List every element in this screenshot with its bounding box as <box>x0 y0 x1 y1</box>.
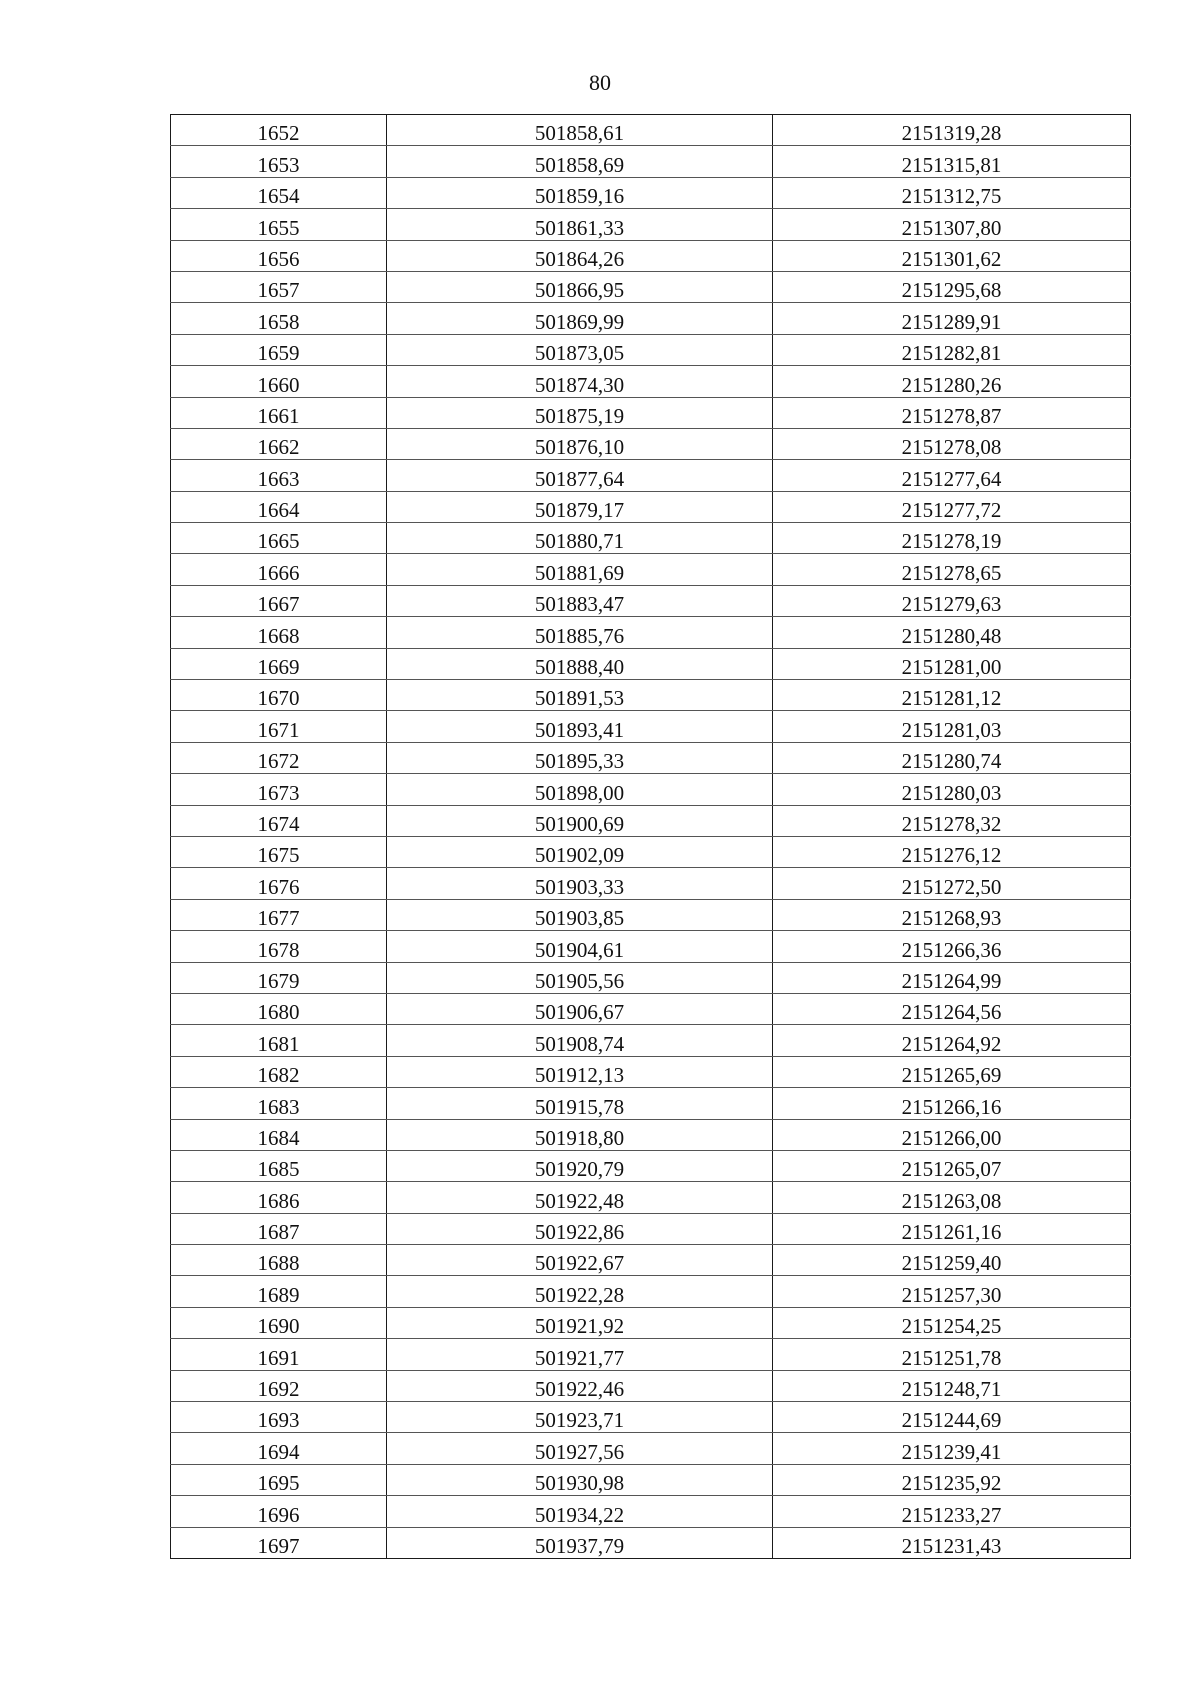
table-row <box>171 711 1131 742</box>
y-coordinate-cell: 2151276,12 <box>773 836 1131 867</box>
y-coordinate-cell: 2151244,69 <box>773 1402 1131 1433</box>
x-coordinate-cell: 501906,67 <box>387 993 773 1024</box>
x-coordinate-cell: 501934,22 <box>387 1496 773 1527</box>
x-coordinate-cell: 501879,17 <box>387 491 773 522</box>
x-coordinate-cell: 501885,76 <box>387 617 773 648</box>
point-number-cell: 1695 <box>171 1464 387 1495</box>
y-coordinate-cell: 2151278,32 <box>773 805 1131 836</box>
y-coordinate-cell: 2151235,92 <box>773 1464 1131 1495</box>
point-number-cell: 1675 <box>171 836 387 867</box>
y-coordinate-cell: 2151279,63 <box>773 585 1131 616</box>
point-number-cell: 1685 <box>171 1150 387 1181</box>
table-row <box>171 1464 1131 1495</box>
x-coordinate-cell: 501903,85 <box>387 899 773 930</box>
x-coordinate-cell: 501881,69 <box>387 554 773 585</box>
x-coordinate-cell: 501877,64 <box>387 460 773 491</box>
y-coordinate-cell: 2151301,62 <box>773 240 1131 271</box>
y-coordinate-cell: 2151266,16 <box>773 1088 1131 1119</box>
x-coordinate-cell: 501904,61 <box>387 931 773 962</box>
table-row <box>171 523 1131 554</box>
table-row <box>171 993 1131 1024</box>
y-coordinate-cell: 2151266,36 <box>773 931 1131 962</box>
point-number-cell: 1655 <box>171 209 387 240</box>
x-coordinate-cell: 501922,67 <box>387 1245 773 1276</box>
table-row <box>171 617 1131 648</box>
x-coordinate-cell: 501893,41 <box>387 711 773 742</box>
x-coordinate-cell: 501880,71 <box>387 523 773 554</box>
point-number-cell: 1681 <box>171 1025 387 1056</box>
point-number-cell: 1694 <box>171 1433 387 1464</box>
point-number-cell: 1697 <box>171 1527 387 1558</box>
point-number-cell: 1679 <box>171 962 387 993</box>
table-row <box>171 397 1131 428</box>
table-row <box>171 240 1131 271</box>
y-coordinate-cell: 2151280,74 <box>773 742 1131 773</box>
x-coordinate-cell: 501902,09 <box>387 836 773 867</box>
y-coordinate-cell: 2151266,00 <box>773 1119 1131 1150</box>
table-row <box>171 366 1131 397</box>
table-row <box>171 1339 1131 1370</box>
table-row <box>171 1496 1131 1527</box>
x-coordinate-cell: 501915,78 <box>387 1088 773 1119</box>
y-coordinate-cell: 2151295,68 <box>773 271 1131 302</box>
point-number-cell: 1659 <box>171 334 387 365</box>
table-row <box>171 1056 1131 1087</box>
x-coordinate-cell: 501869,99 <box>387 303 773 334</box>
table-row <box>171 1402 1131 1433</box>
point-number-cell: 1696 <box>171 1496 387 1527</box>
y-coordinate-cell: 2151265,69 <box>773 1056 1131 1087</box>
table-row <box>171 1088 1131 1119</box>
x-coordinate-cell: 501912,13 <box>387 1056 773 1087</box>
table-row <box>171 1527 1131 1558</box>
point-number-cell: 1687 <box>171 1213 387 1244</box>
table-row <box>171 303 1131 334</box>
y-coordinate-cell: 2151277,64 <box>773 460 1131 491</box>
point-number-cell: 1660 <box>171 366 387 397</box>
y-coordinate-cell: 2151319,28 <box>773 115 1131 146</box>
point-number-cell: 1666 <box>171 554 387 585</box>
y-coordinate-cell: 2151268,93 <box>773 899 1131 930</box>
coordinates-table-body <box>171 115 1131 1559</box>
point-number-cell: 1664 <box>171 491 387 522</box>
y-coordinate-cell: 2151264,99 <box>773 962 1131 993</box>
table-row <box>171 1245 1131 1276</box>
x-coordinate-cell: 501888,40 <box>387 648 773 679</box>
y-coordinate-cell: 2151239,41 <box>773 1433 1131 1464</box>
point-number-cell: 1653 <box>171 146 387 177</box>
table-row <box>171 1119 1131 1150</box>
y-coordinate-cell: 2151248,71 <box>773 1370 1131 1401</box>
x-coordinate-cell: 501923,71 <box>387 1402 773 1433</box>
y-coordinate-cell: 2151257,30 <box>773 1276 1131 1307</box>
y-coordinate-cell: 2151281,00 <box>773 648 1131 679</box>
x-coordinate-cell: 501898,00 <box>387 774 773 805</box>
point-number-cell: 1688 <box>171 1245 387 1276</box>
y-coordinate-cell: 2151251,78 <box>773 1339 1131 1370</box>
table-row <box>171 585 1131 616</box>
point-number-cell: 1689 <box>171 1276 387 1307</box>
table-row <box>171 899 1131 930</box>
x-coordinate-cell: 501921,77 <box>387 1339 773 1370</box>
point-number-cell: 1654 <box>171 177 387 208</box>
table-row <box>171 1370 1131 1401</box>
x-coordinate-cell: 501900,69 <box>387 805 773 836</box>
y-coordinate-cell: 2151259,40 <box>773 1245 1131 1276</box>
point-number-cell: 1673 <box>171 774 387 805</box>
point-number-cell: 1665 <box>171 523 387 554</box>
table-row <box>171 1182 1131 1213</box>
table-row <box>171 836 1131 867</box>
table-row <box>171 1433 1131 1464</box>
point-number-cell: 1661 <box>171 397 387 428</box>
x-coordinate-cell: 501864,26 <box>387 240 773 271</box>
y-coordinate-cell: 2151280,48 <box>773 617 1131 648</box>
x-coordinate-cell: 501922,28 <box>387 1276 773 1307</box>
point-number-cell: 1670 <box>171 680 387 711</box>
y-coordinate-cell: 2151289,91 <box>773 303 1131 334</box>
x-coordinate-cell: 501874,30 <box>387 366 773 397</box>
point-number-cell: 1682 <box>171 1056 387 1087</box>
y-coordinate-cell: 2151315,81 <box>773 146 1131 177</box>
table-row <box>171 460 1131 491</box>
y-coordinate-cell: 2151281,12 <box>773 680 1131 711</box>
x-coordinate-cell: 501883,47 <box>387 585 773 616</box>
x-coordinate-cell: 501908,74 <box>387 1025 773 1056</box>
x-coordinate-cell: 501930,98 <box>387 1464 773 1495</box>
page-number: 80 <box>589 70 611 95</box>
x-coordinate-cell: 501866,95 <box>387 271 773 302</box>
table-row <box>171 177 1131 208</box>
point-number-cell: 1671 <box>171 711 387 742</box>
y-coordinate-cell: 2151272,50 <box>773 868 1131 899</box>
x-coordinate-cell: 501922,86 <box>387 1213 773 1244</box>
point-number-cell: 1656 <box>171 240 387 271</box>
x-coordinate-cell: 501859,16 <box>387 177 773 208</box>
table-row <box>171 209 1131 240</box>
y-coordinate-cell: 2151281,03 <box>773 711 1131 742</box>
point-number-cell: 1693 <box>171 1402 387 1433</box>
table-row <box>171 554 1131 585</box>
x-coordinate-cell: 501903,33 <box>387 868 773 899</box>
y-coordinate-cell: 2151265,07 <box>773 1150 1131 1181</box>
table-row <box>171 774 1131 805</box>
point-number-cell: 1690 <box>171 1307 387 1338</box>
x-coordinate-cell: 501858,69 <box>387 146 773 177</box>
point-number-cell: 1678 <box>171 931 387 962</box>
y-coordinate-cell: 2151280,26 <box>773 366 1131 397</box>
table-row <box>171 115 1131 146</box>
y-coordinate-cell: 2151261,16 <box>773 1213 1131 1244</box>
x-coordinate-cell: 501922,48 <box>387 1182 773 1213</box>
y-coordinate-cell: 2151278,08 <box>773 428 1131 459</box>
table-row <box>171 931 1131 962</box>
y-coordinate-cell: 2151312,75 <box>773 177 1131 208</box>
point-number-cell: 1684 <box>171 1119 387 1150</box>
x-coordinate-cell: 501918,80 <box>387 1119 773 1150</box>
table-row <box>171 805 1131 836</box>
y-coordinate-cell: 2151280,03 <box>773 774 1131 805</box>
point-number-cell: 1677 <box>171 899 387 930</box>
point-number-cell: 1686 <box>171 1182 387 1213</box>
y-coordinate-cell: 2151263,08 <box>773 1182 1131 1213</box>
table-row <box>171 1213 1131 1244</box>
point-number-cell: 1669 <box>171 648 387 679</box>
point-number-cell: 1662 <box>171 428 387 459</box>
table-row <box>171 1150 1131 1181</box>
x-coordinate-cell: 501875,19 <box>387 397 773 428</box>
y-coordinate-cell: 2151282,81 <box>773 334 1131 365</box>
x-coordinate-cell: 501905,56 <box>387 962 773 993</box>
x-coordinate-cell: 501920,79 <box>387 1150 773 1181</box>
y-coordinate-cell: 2151264,92 <box>773 1025 1131 1056</box>
table-row <box>171 1025 1131 1056</box>
y-coordinate-cell: 2151231,43 <box>773 1527 1131 1558</box>
point-number-cell: 1668 <box>171 617 387 648</box>
table-row <box>171 742 1131 773</box>
point-number-cell: 1672 <box>171 742 387 773</box>
x-coordinate-cell: 501858,61 <box>387 115 773 146</box>
x-coordinate-cell: 501861,33 <box>387 209 773 240</box>
x-coordinate-cell: 501876,10 <box>387 428 773 459</box>
table-row <box>171 428 1131 459</box>
y-coordinate-cell: 2151233,27 <box>773 1496 1131 1527</box>
point-number-cell: 1652 <box>171 115 387 146</box>
point-number-cell: 1692 <box>171 1370 387 1401</box>
x-coordinate-cell: 501891,53 <box>387 680 773 711</box>
y-coordinate-cell: 2151278,19 <box>773 523 1131 554</box>
point-number-cell: 1658 <box>171 303 387 334</box>
x-coordinate-cell: 501873,05 <box>387 334 773 365</box>
table-row <box>171 334 1131 365</box>
table-row <box>171 1307 1131 1338</box>
point-number-cell: 1663 <box>171 460 387 491</box>
table-row <box>171 146 1131 177</box>
table-row <box>171 648 1131 679</box>
x-coordinate-cell: 501895,33 <box>387 742 773 773</box>
y-coordinate-cell: 2151254,25 <box>773 1307 1131 1338</box>
point-number-cell: 1691 <box>171 1339 387 1370</box>
x-coordinate-cell: 501937,79 <box>387 1527 773 1558</box>
table-row <box>171 1276 1131 1307</box>
y-coordinate-cell: 2151277,72 <box>773 491 1131 522</box>
x-coordinate-cell: 501921,92 <box>387 1307 773 1338</box>
table-row <box>171 868 1131 899</box>
table-row <box>171 680 1131 711</box>
point-number-cell: 1680 <box>171 993 387 1024</box>
coordinates-table <box>170 114 1131 1559</box>
y-coordinate-cell: 2151307,80 <box>773 209 1131 240</box>
y-coordinate-cell: 2151278,87 <box>773 397 1131 428</box>
x-coordinate-cell: 501922,46 <box>387 1370 773 1401</box>
point-number-cell: 1683 <box>171 1088 387 1119</box>
table-row <box>171 962 1131 993</box>
table-row <box>171 271 1131 302</box>
y-coordinate-cell: 2151264,56 <box>773 993 1131 1024</box>
table-row <box>171 491 1131 522</box>
y-coordinate-cell: 2151278,65 <box>773 554 1131 585</box>
x-coordinate-cell: 501927,56 <box>387 1433 773 1464</box>
point-number-cell: 1657 <box>171 271 387 302</box>
point-number-cell: 1676 <box>171 868 387 899</box>
point-number-cell: 1667 <box>171 585 387 616</box>
point-number-cell: 1674 <box>171 805 387 836</box>
